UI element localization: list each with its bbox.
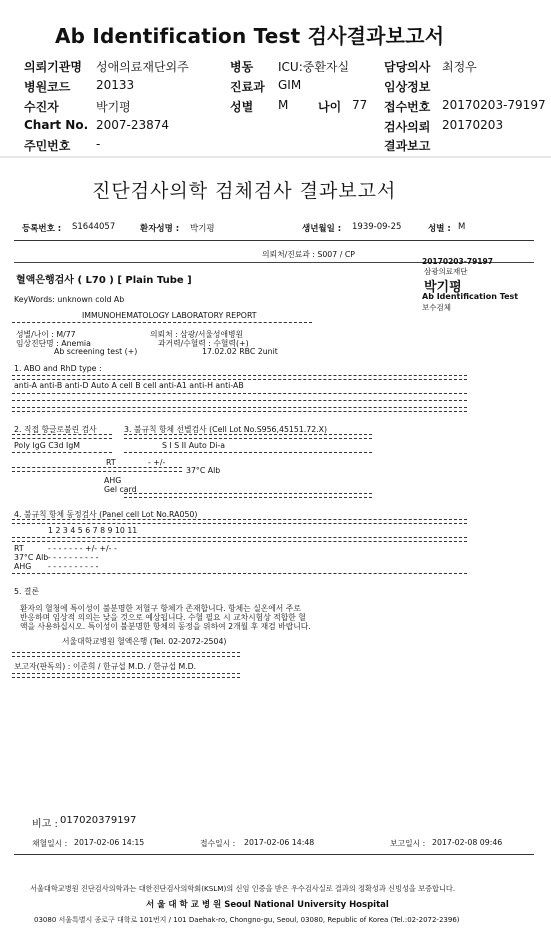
footer-address: 03080 서울특별시 종로구 대학로 101번지 / 101 Daehak-ro, Chongno-gu, Seoul, 03080, Republic of Korea (Tel.:02-2072-2396) xyxy=(34,916,460,924)
rule xyxy=(12,673,240,678)
rule xyxy=(12,452,112,453)
rule xyxy=(12,393,467,394)
remark-value: 017020379197 xyxy=(60,815,137,826)
blood-bank-title: 혈액은행검사 ( L70 ) [ Plain Tube ] xyxy=(16,275,192,286)
rule xyxy=(12,400,467,401)
lab-report-heading: IMMUNOHEMATOLOGY LABORATORY REPORT xyxy=(82,311,257,320)
rule xyxy=(12,322,312,323)
panel-rt-label: RT xyxy=(14,544,24,553)
report-datetime: 2017-02-08 09:46 xyxy=(432,838,503,847)
value-chart-no: 2007-23874 xyxy=(96,118,170,132)
rule xyxy=(12,467,182,472)
dob-value: 1939-09-25 xyxy=(352,222,402,232)
label-resident-no: 주민번호 xyxy=(24,139,71,153)
label-request-date: 검사의뢰 xyxy=(384,120,431,134)
value-receipt-no: 20170203-79197 xyxy=(442,98,546,112)
remark-label: 비고 : xyxy=(32,819,58,830)
label-sex: 성별 xyxy=(230,100,254,114)
stamp-test-name: Ab Identification Test xyxy=(422,292,519,301)
panel-ahg-label: AHG xyxy=(14,562,32,571)
label-age: 나이 xyxy=(318,100,342,114)
receive-label: 접수일시 : xyxy=(200,839,236,848)
rule xyxy=(12,434,112,439)
dob-label: 생년월일 : xyxy=(302,224,342,234)
rule xyxy=(14,854,534,855)
value-request-date: 20170203 xyxy=(442,118,504,132)
scan-report-title: 진단검사의학 검체검사 결과보고서 xyxy=(92,180,397,202)
label-hospital-code: 병원코드 xyxy=(24,80,71,94)
value-sex: M xyxy=(278,98,289,112)
rt-values: - +/- xyxy=(148,458,166,467)
info-requester: 의뢰처 : 삼광/서울성애병원 xyxy=(150,330,244,339)
value-age: 77 xyxy=(352,98,368,112)
conclusion-line-2: 반응하며 임상적 의의는 낮을 것으로 예상됩니다. 수혈 필요 시 교차시험상 적합한 혈 xyxy=(20,613,306,622)
panel-ahg-values: - - - - - - - - - - xyxy=(48,562,99,571)
label-ward: 병동 xyxy=(230,60,254,74)
collect-label: 채혈일시 : xyxy=(32,839,68,848)
stamp-patient-name: 박기평 xyxy=(424,280,462,295)
dat-columns: Poly IgG C3d IgM xyxy=(14,441,81,450)
rt-label: RT xyxy=(106,458,116,467)
report-label: 보고일시 : xyxy=(390,839,426,848)
collect-datetime: 2017-02-06 14:15 xyxy=(74,838,145,847)
patient-name-label: 환자성명 : xyxy=(140,224,180,234)
info-diagnosis: 임상진단명 : Anemia xyxy=(16,339,91,348)
panel-numbers: 1 2 3 4 5 6 7 8 9 10 11 xyxy=(48,526,138,535)
reg-no-value: S1644057 xyxy=(72,222,116,232)
dept-line: 의뢰처/진료과 : S007 / CP xyxy=(262,250,355,259)
section3-title: 3. 불규칙 항체 선별검사 (Cell Lot No.S956,45151.72.X) xyxy=(124,425,328,434)
gel-card-label: Gel card xyxy=(104,485,137,494)
rule xyxy=(14,240,534,241)
value-hospital-code: 20133 xyxy=(96,78,135,92)
section1-title: 1. ABO and RhD type : xyxy=(14,364,102,373)
abo-columns: anti-A anti-B anti-D Auto A cell B cell anti-A1 anti-H anti-AB xyxy=(14,381,244,390)
patient-name-value: 박기평 xyxy=(190,224,215,234)
panel-alb-values: - - - - - - - - - - xyxy=(48,553,99,562)
value-ward: ICU:중환자실 xyxy=(278,60,350,74)
ahg-label: AHG xyxy=(104,476,122,485)
hospital-line: 서울대학교병원 혈액은행 (Tel. 02-2072-2504) xyxy=(62,637,227,646)
label-chart-no: Chart No. xyxy=(24,118,89,132)
keywords: KeyWords: unknown cold Ab xyxy=(14,295,125,304)
value-doctor: 최정우 xyxy=(442,60,477,74)
reg-no-label: 등록번호 : xyxy=(22,224,62,234)
info-history: 과거력/수혈력 : 수혈력(+) xyxy=(158,339,249,348)
label-department: 진료과 xyxy=(230,80,265,94)
footer-hospital-name: 서 울 대 학 교 병 원 Seoul National University Hospital xyxy=(146,900,389,910)
panel-alb-label: 37°C Alb xyxy=(14,553,49,562)
label-receipt-no: 접수번호 xyxy=(384,100,431,114)
screen-columns: S I S II Auto Di-a xyxy=(162,441,226,450)
info-transfusion: 17.02.02 RBC 2unit xyxy=(202,347,278,356)
value-department: GIM xyxy=(278,78,302,92)
rule xyxy=(124,493,372,498)
info-sex-age: 성별/나이 : M/77 xyxy=(16,330,76,339)
value-requesting-org: 성애의료재단외주 xyxy=(96,60,189,74)
value-resident-no: - xyxy=(96,137,101,151)
rule xyxy=(12,652,240,657)
conclusion-line-3: 액을 사용하십시오. 특이성이 불분명한 항체의 동정을 위하여 2개월 후 재검 바랍니다. xyxy=(20,622,311,631)
rule xyxy=(12,407,467,412)
reporter-line: 보고자(판독의) : 이준희 / 한규섭 M.D. / 한규섭 M.D. xyxy=(14,662,197,671)
stamp-org: 삼광의료재단 xyxy=(424,267,468,276)
section5-title: 5. 결론 xyxy=(14,587,39,596)
conclusion-line-1: 환자의 혈청에 특이성이 불분명한 저혈구 항체가 존재합니다. 항체는 실온에서 주로 xyxy=(20,604,301,613)
panel-rt-values: - - - - - - - +/- +/- - xyxy=(48,544,117,553)
rule xyxy=(12,537,467,542)
label-result-report: 결과보고 xyxy=(384,139,431,153)
report-title: Ab Identification Test 검사결과보고서 xyxy=(55,24,445,48)
info-ab-screening: Ab screening test (+) xyxy=(54,347,138,356)
section4-title: 4. 불규칙 항체 동정검사 (Panel cell Lot No.RA050) xyxy=(14,510,198,519)
sex-value: M xyxy=(458,222,466,232)
rule xyxy=(12,519,467,524)
stamp-copy: 보수검체 xyxy=(422,303,451,312)
rule xyxy=(12,573,467,574)
alb-label: 37°C Alb xyxy=(186,466,221,475)
label-doctor: 담당의사 xyxy=(384,60,431,74)
section2-title: 2. 직접 항글로불린 검사 xyxy=(14,425,97,434)
label-patient: 수진자 xyxy=(24,100,59,114)
label-requesting-org: 의뢰기관명 xyxy=(24,60,82,74)
rule xyxy=(124,434,372,439)
rule xyxy=(124,452,372,453)
stamp-receipt-no: 20170203-79197 xyxy=(422,257,493,266)
value-patient: 박기평 xyxy=(96,100,131,114)
rule xyxy=(12,375,467,380)
sex-label: 성별 : xyxy=(428,224,451,234)
receive-datetime: 2017-02-06 14:48 xyxy=(244,838,315,847)
label-clinical-info: 임상정보 xyxy=(384,80,431,94)
footer-certification: 서울대학교병원 진단검사의학과는 대한진단검사의학회(KSLM)의 신임 인증을 받은 우수검사실로 결과의 정확성과 신빙성을 보증합니다. xyxy=(30,884,456,893)
